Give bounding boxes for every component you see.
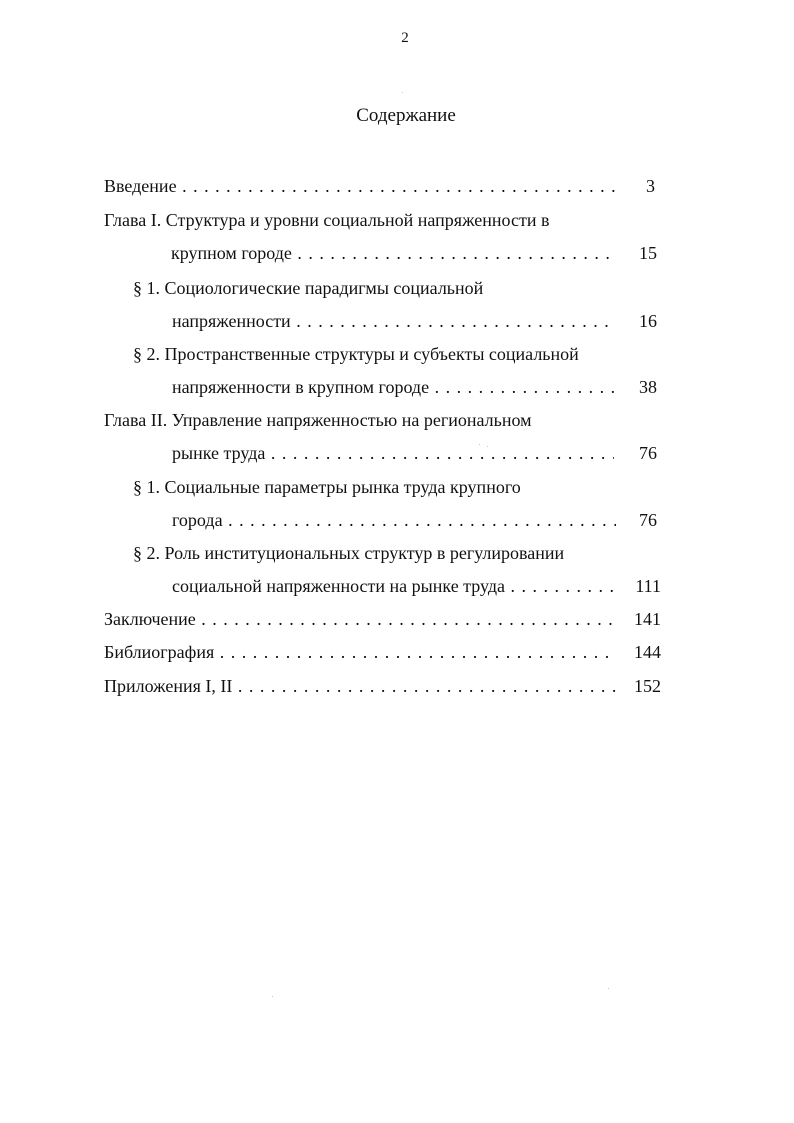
toc-section-2-1-continuation <box>172 507 616 533</box>
toc-entry-appendices <box>104 673 616 699</box>
scan-speck <box>487 446 488 447</box>
toc-page-number: 111 <box>635 576 661 596</box>
toc-entry-text: Введение . . . <box>104 173 616 199</box>
scan-speck <box>608 988 609 989</box>
toc-page-number: 15 <box>639 243 657 263</box>
toc-section-1-1-heading: § 1. Социологические парадигмы социальной <box>133 278 484 298</box>
toc-entry-text: Библиография . . . <box>104 639 616 665</box>
toc-page-number: 144 <box>634 642 661 662</box>
toc-section-1-2-continuation <box>172 374 614 400</box>
toc-chapter-1-heading: Глава I. Структура и уровни социальной напряженности в <box>104 210 550 230</box>
toc-section-1-2-heading: § 2. Пространственные структуры и субъекты социальной <box>133 344 579 364</box>
toc-page-number: 152 <box>634 676 661 696</box>
toc-page-number: 3 <box>646 176 655 196</box>
toc-entry-conclusion <box>104 606 616 632</box>
toc-page-number: 16 <box>639 311 657 331</box>
page-number: 2 <box>401 30 409 46</box>
scan-speck <box>272 996 273 997</box>
toc-chapter-2-continuation <box>172 440 614 466</box>
toc-entry-introduction <box>104 173 616 199</box>
toc-entry-bibliography <box>104 639 616 665</box>
toc-section-2-2-heading: § 2. Роль институциональных структур в регулировании <box>133 543 565 563</box>
toc-entry-text: напряженности в крупном городе . . . <box>172 374 614 400</box>
toc-page-number: 76 <box>639 510 657 530</box>
toc-page-number: 38 <box>639 377 657 397</box>
toc-page-number: 76 <box>639 443 657 463</box>
toc-entry-text: Заключение . . . <box>104 606 616 632</box>
scan-speck <box>479 444 480 445</box>
toc-entry-text: Приложения I, II . . . <box>104 673 616 699</box>
toc-entry-text: рынке труда . . . <box>172 440 614 466</box>
toc-entry-text: города . . . <box>172 507 616 533</box>
toc-section-2-1-heading: § 1. Социальные параметры рынка труда крупного <box>133 477 521 497</box>
toc-section-1-1-continuation <box>172 308 616 334</box>
toc-page-number: 141 <box>634 609 661 629</box>
scan-speck <box>402 92 403 93</box>
toc-entry-text: социальной напряженности на рынке труда . . . <box>172 573 616 599</box>
toc-section-2-2-continuation <box>172 573 616 599</box>
toc-entry-text: напряженности . . . <box>172 308 616 334</box>
toc-chapter-1-continuation <box>171 240 614 266</box>
toc-chapter-2-heading: Глава II. Управление напряженностью на региональном <box>104 410 532 430</box>
toc-title: Содержание <box>356 105 456 126</box>
toc-entry-text: крупном городе . . . <box>171 240 614 266</box>
